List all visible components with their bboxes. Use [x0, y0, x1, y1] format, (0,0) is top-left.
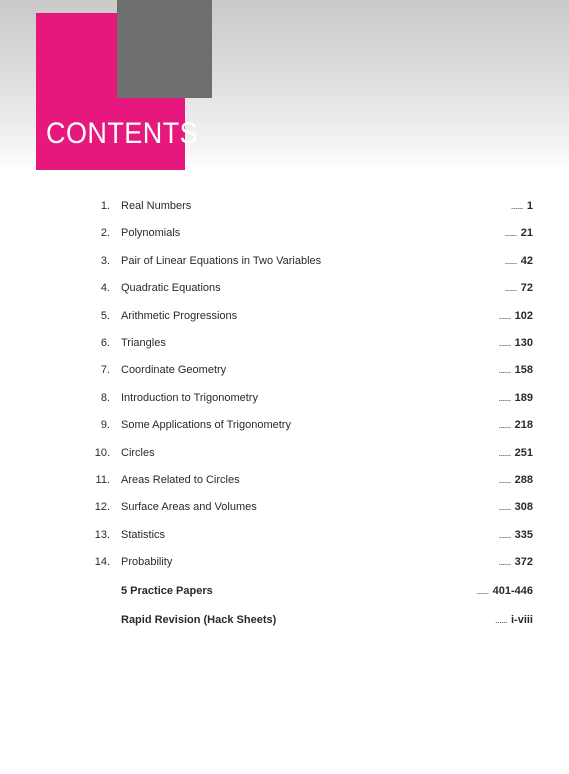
toc-row — [0, 278, 569, 298]
leader-dots: ...... — [498, 557, 511, 568]
page-number: 130 — [514, 337, 533, 349]
toc-row — [0, 552, 569, 572]
toc-row — [0, 443, 569, 463]
chapter-number: 5. — [100, 309, 110, 322]
chapter-number: 1. — [100, 200, 110, 212]
extra-title: Rapid Revision (Hack Sheets) — [121, 614, 277, 626]
leader-dots: ...... — [504, 228, 517, 239]
chapter-number: 14. — [94, 556, 110, 569]
leader-dots: ...... — [498, 310, 511, 321]
page-number: 72 — [520, 282, 533, 295]
chapter-title: Real Numbers — [121, 200, 192, 212]
chapter-title: Some Applications of Trigonometry — [121, 419, 291, 432]
leader-dots: ...... — [498, 502, 511, 513]
page-number: 158 — [514, 364, 533, 377]
toc-row — [0, 196, 569, 216]
leader-dots: ...... — [504, 255, 517, 266]
chapter-number: 10. — [94, 446, 110, 459]
leader-dots: ...... — [510, 201, 523, 211]
page-number: 102 — [514, 309, 533, 322]
leader-dots: ...... — [494, 615, 507, 625]
chapter-number: 12. — [94, 501, 110, 514]
chapter-title: Statistics — [121, 528, 166, 541]
extra-title: 5 Practice Papers — [121, 585, 213, 597]
toc-row — [0, 360, 569, 380]
toc-extra-row — [0, 581, 569, 601]
chapter-title: Triangles — [121, 337, 166, 349]
toc-row — [0, 497, 569, 517]
leader-dots: ...... — [498, 475, 511, 485]
leader-dots: ...... — [498, 529, 511, 540]
chapter-number: 9. — [100, 419, 110, 432]
chapter-number: 8. — [100, 391, 110, 404]
toc-row — [0, 223, 569, 243]
chapter-title: Circles — [121, 446, 155, 459]
chapter-title: Quadratic Equations — [121, 282, 221, 295]
toc-row — [0, 333, 569, 353]
leader-dots: ...... — [498, 447, 511, 458]
leader-dots: ...... — [498, 420, 511, 431]
chapter-number: 7. — [100, 364, 110, 377]
page-number: 1 — [526, 200, 533, 212]
page-number: 218 — [514, 419, 533, 432]
page-number: i-viii — [510, 614, 533, 626]
toc-row — [0, 306, 569, 326]
page-number: 21 — [520, 227, 533, 240]
page-number: 288 — [514, 474, 533, 486]
chapter-title: Coordinate Geometry — [121, 364, 227, 377]
chapter-title: Pair of Linear Equations in Two Variables — [121, 254, 322, 267]
chapter-number: 11. — [95, 474, 110, 486]
leader-dots: ...... — [498, 365, 511, 376]
chapter-title: Polynomials — [121, 227, 181, 240]
chapter-number: 13. — [94, 528, 110, 541]
chapter-number: 4. — [100, 282, 110, 295]
chapter-title: Introduction to Trigonometry — [121, 391, 258, 404]
page-number: 308 — [514, 501, 533, 514]
chapter-title: Areas Related to Circles — [121, 474, 240, 486]
leader-dots: ...... — [504, 283, 517, 294]
page-number: 335 — [514, 528, 533, 541]
toc-row — [0, 388, 569, 408]
toc-extra-row — [0, 610, 569, 630]
page-number: 372 — [514, 556, 533, 569]
chapter-number: 2. — [100, 227, 110, 240]
page-number: 401-446 — [492, 585, 533, 597]
chapter-title: Surface Areas and Volumes — [121, 501, 257, 514]
chapter-number: 6. — [100, 337, 110, 349]
chapter-title: Arithmetic Progressions — [121, 309, 238, 322]
leader-dots: ...... — [476, 586, 489, 596]
page-number: 42 — [520, 254, 533, 267]
leader-dots: ...... — [498, 392, 511, 403]
page-number: 251 — [514, 446, 533, 459]
chapter-number: 3. — [100, 254, 110, 267]
toc-row — [0, 470, 569, 490]
page-number: 189 — [514, 391, 533, 404]
leader-dots: ...... — [498, 338, 511, 348]
toc-row — [0, 525, 569, 545]
toc-row — [0, 415, 569, 435]
toc-row — [0, 251, 569, 271]
chapter-title: Probability — [121, 556, 173, 569]
page-title: CONTENTS — [46, 117, 199, 150]
